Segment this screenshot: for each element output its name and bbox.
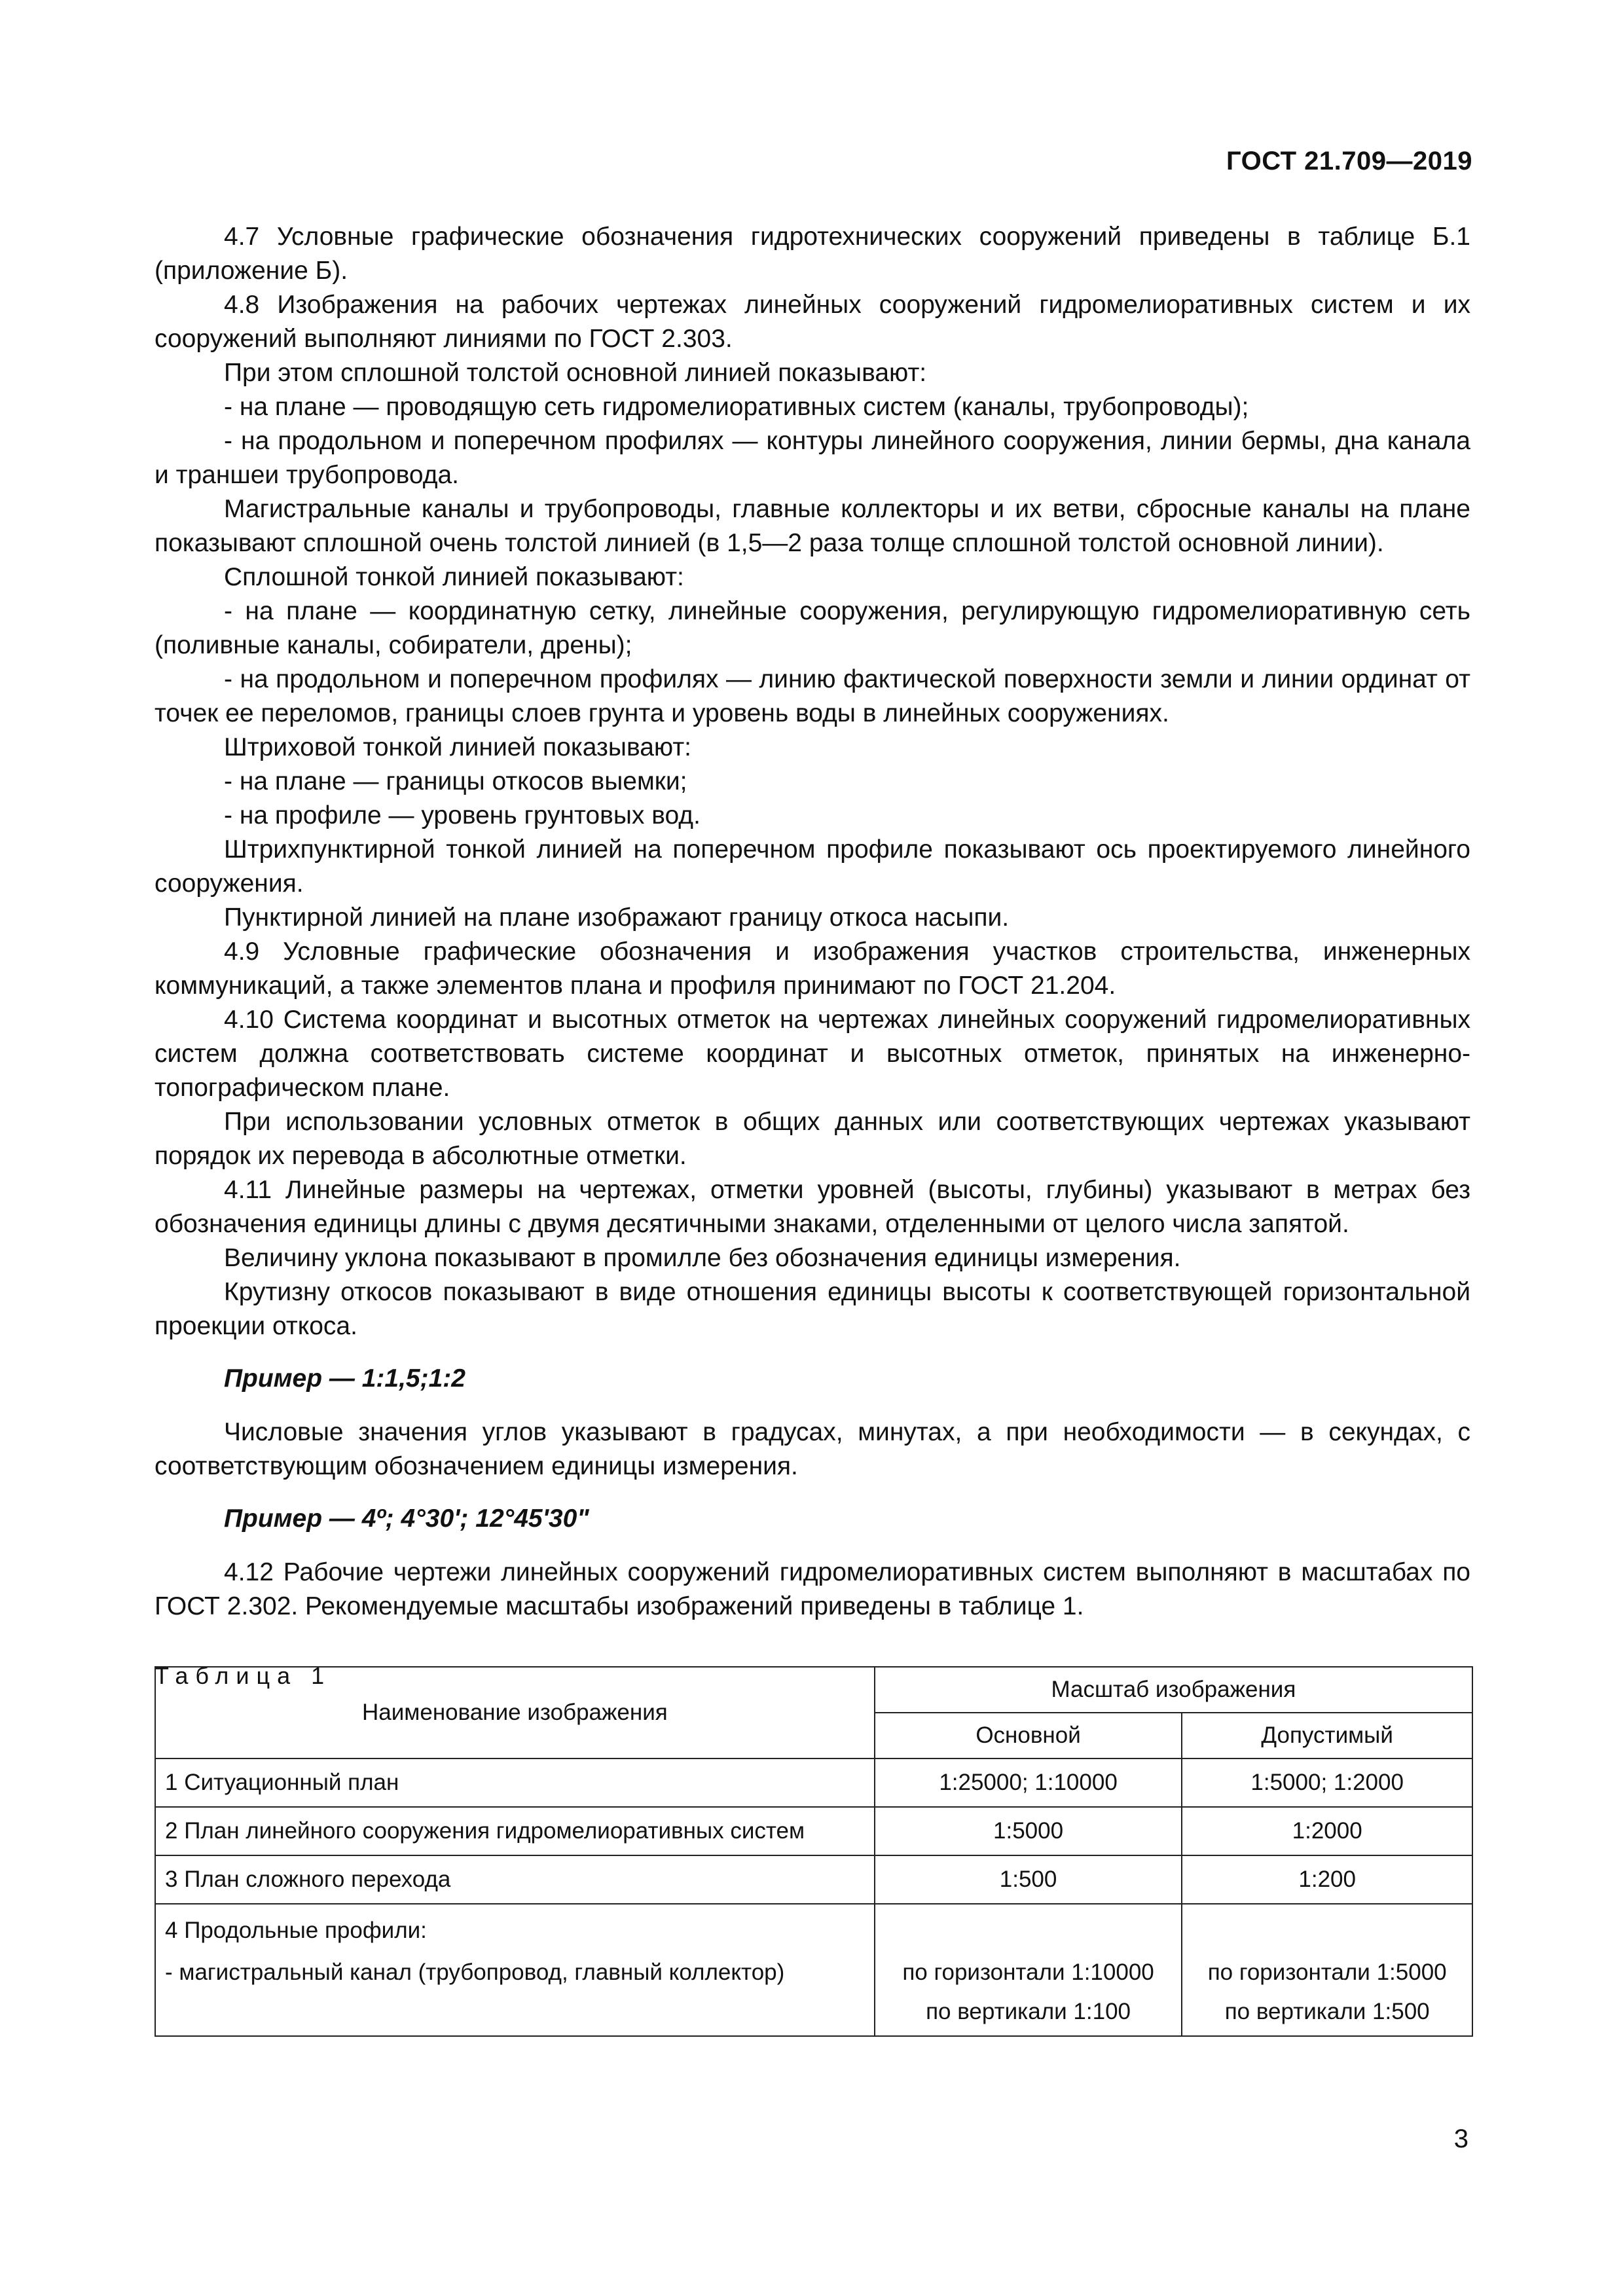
cell-allowed — [1182, 1904, 1472, 2036]
row4-title: 4 Продольные профили: — [165, 1918, 427, 1943]
header-allowed: Допустимый — [1182, 1713, 1472, 1758]
table-row — [155, 1807, 1472, 1855]
paragraph: Пунктирной линией на плане изображают границу откоса насыпи. — [224, 903, 1010, 932]
row4-allowed-h: по горизонтали 1:5000 — [1207, 1959, 1447, 1985]
cell-allowed: 1:5000; 1:2000 — [1182, 1758, 1472, 1807]
row4-sub: - магистральный канал (трубопровод, главный коллектор) — [165, 1959, 785, 1985]
paragraph: 4.11 Линейные размеры на чертежах, отметки уровней (высоты, глубины) указывают в метрах без обозначения единицы длины с двумя десятичными знаками, отделенными от целого числа запятой. — [155, 1176, 1470, 1238]
paragraph: 4.10 Система координат и высотных отметок на чертежах линейных сооружений гидромелиоративных систем должна соответствовать системе координат и высотных отметок, принятых на инженерно-топографическом плане. — [155, 1006, 1470, 1102]
header-main: Основной — [875, 1713, 1182, 1758]
header-scale-group: Масштаб изображения — [875, 1667, 1472, 1713]
document-header: ГОСТ 21.709—2019 — [1226, 147, 1472, 175]
paragraph: 4.8 Изображения на рабочих чертежах линейных сооружений гидромелиоративных систем и их сооружений выполняют линиями по ГОСТ 2.303. — [155, 291, 1470, 353]
paragraph: - на продольном и поперечном профилях — контуры линейного сооружения, линии бермы, дна канала и траншеи трубопровода. — [155, 427, 1470, 489]
cell-main: 1:25000; 1:10000 — [875, 1758, 1182, 1807]
paragraph: Числовые значения углов указывают в градусах, минутах, а при необходимости — в секундах, с соответствующим обозначением единицы измерения. — [155, 1418, 1470, 1480]
paragraph: - на плане — проводящую сеть гидромелиоративных систем (каналы, трубопроводы); — [224, 393, 1249, 421]
cell-name: 2 План линейного сооружения гидромелиоративных систем — [155, 1807, 875, 1855]
example-angles: Пример — 4º; 4°30'; 12°45'30" — [224, 1504, 589, 1533]
paragraph: Магистральные каналы и трубопроводы, главные коллекторы и их ветви, сбросные каналы на плане показывают сплошной очень толстой линией (в 1,5—2 раза толще сплошной толстой основной линии). — [155, 495, 1470, 557]
cell-name — [155, 1904, 875, 2036]
cell-main: 1:5000 — [875, 1807, 1182, 1855]
table-row — [155, 1855, 1472, 1904]
paragraph: Штрихпунктирной тонкой линией на поперечном профиле показывают ось проектируемого линейного сооружения. — [155, 835, 1470, 898]
example-slope: Пример — 1:1,5;1:2 — [224, 1364, 465, 1393]
paragraph: 4.9 Условные графические обозначения и изображения участков строительства, инженерных коммуникаций, а также элементов плана и профиля принимают по ГОСТ 21.204. — [155, 938, 1470, 1000]
paragraph: Сплошной тонкой линией показывают: — [224, 563, 684, 591]
row4-main-h: по горизонтали 1:10000 — [902, 1959, 1154, 1985]
paragraph: Величину уклона показывают в промилле без обозначения единицы измерения. — [224, 1244, 1181, 1272]
paragraph: Крутизну откосов показывают в виде отношения единицы высоты к соответствующей горизонтальной проекции откоса. — [155, 1278, 1470, 1340]
row4-allowed-v: по вертикали 1:500 — [1224, 1999, 1430, 2024]
paragraph: Штриховой тонкой линией показывают: — [224, 733, 692, 761]
scale-table — [155, 1666, 1473, 2037]
table-caption: Таблица 1 — [155, 1662, 332, 1689]
cell-name: 3 План сложного перехода — [155, 1855, 875, 1904]
paragraph: - на профиле — уровень грунтовых вод. — [224, 801, 701, 829]
paragraph: 4.7 Условные графические обозначения гидротехнических сооружений приведены в таблице Б.1 (приложение Б). — [155, 223, 1470, 285]
paragraph: 4.12 Рабочие чертежи линейных сооружений гидромелиоративных систем выполняют в масштабах по ГОСТ 2.302. Рекомендуемые масштабы изображений приведены в таблице 1. — [155, 1558, 1470, 1620]
table-row — [155, 1758, 1472, 1807]
page-number: 3 — [1453, 2124, 1468, 2153]
cell-name: 1 Ситуационный план — [155, 1758, 875, 1807]
cell-allowed: 1:2000 — [1182, 1807, 1472, 1855]
cell-main — [875, 1904, 1182, 2036]
paragraph: - на плане — границы откосов выемки; — [224, 767, 687, 795]
paragraph: При этом сплошной толстой основной линией показывают: — [224, 359, 927, 387]
paragraph: - на плане — координатную сетку, линейные сооружения, регулирующую гидромелиоративную сеть (поливные каналы, собиратели, дрены); — [155, 597, 1470, 659]
body-text — [155, 220, 1470, 1690]
paragraph: - на продольном и поперечном профилях — линию фактической поверхности земли и линии ординат от точек ее переломов, границы слоев грунта и уровень воды в линейных сооружениях. — [155, 665, 1470, 727]
row4-main-v: по вертикали 1:100 — [926, 1999, 1131, 2024]
cell-allowed: 1:200 — [1182, 1855, 1472, 1904]
table-row — [155, 1904, 1472, 2036]
paragraph: При использовании условных отметок в общих данных или соответствующих чертежах указывают порядок их перевода в абсолютные отметки. — [155, 1108, 1470, 1170]
cell-main: 1:500 — [875, 1855, 1182, 1904]
header-name: Наименование изображения — [155, 1667, 875, 1758]
